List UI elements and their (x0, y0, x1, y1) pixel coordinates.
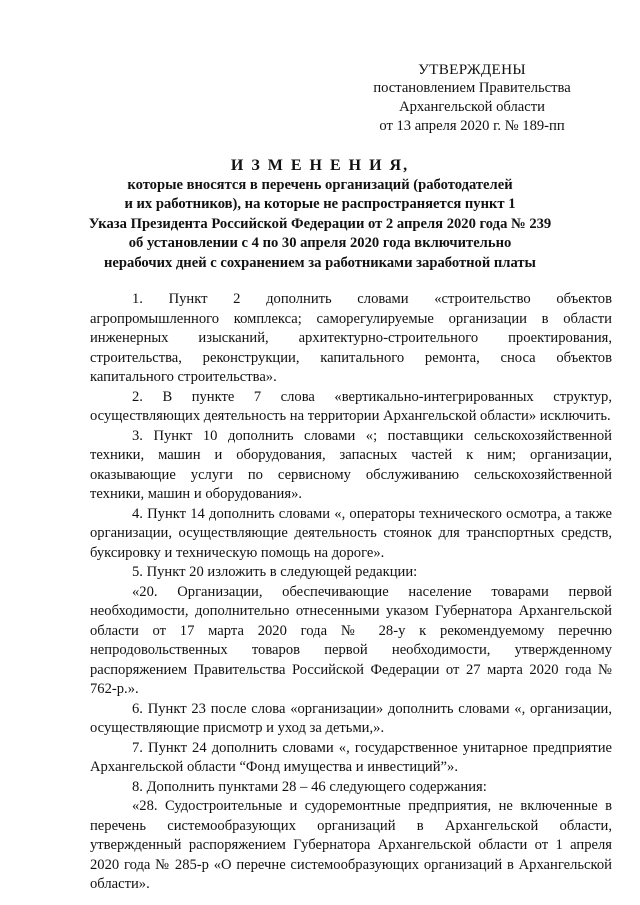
paragraph-item-7: 7. Пункт 24 дополнить словами «, государственное унитарное предприятие Архангельской области “Фонд имущества и инвестиций”». (90, 739, 612, 775)
title-main: И З М Е Н Е Н И Я, (230, 157, 410, 174)
paragraph-item-3: 3. Пункт 10 дополнить словами «; поставщики сельскохозяйственной техники, машин и оборудования, запасных частей к ним; организации, оказывающие услуги по сервисному обслуживанию сельскохозяйственной техники, машин и оборудования». (90, 427, 612, 502)
approval-heading: УТВЕРЖДЕНЫ (418, 61, 526, 78)
paragraph-item-28-text: «28. Судостроительные и судоремонтные предприятия, не включенные в перечень системообразующих организаций в Архангельской области, утвержденный распоряжением Губернатора Архангельской области от 1 апреля 2020 года № 285-р «О перечне системообразующих организаций в Архангельской области». (90, 798, 612, 892)
title-line-1: которые вносятся в перечень организаций (работодателей (127, 176, 513, 193)
approval-line-1: постановлением Правительства (373, 80, 571, 96)
paragraph-item-2: 2. В пункте 7 слова «вертикально-интегрированных структур, осуществляющих деятельность на территории Архангельской области» исключить. (90, 388, 612, 424)
paragraph-item-4: 4. Пункт 14 дополнить словами «, операторы технического осмотра, а также организации, осуществляющие деятельность стоянок для транспортных средств, буксировку и техническую помощь на дороге». (90, 505, 612, 561)
paragraph-item-1: 1. Пункт 2 дополнить словами «строительство объектов агропромышленного комплекса; саморегулируемые организации в области инженерных изысканий, архитектурно-строительного проектирования, строительства, реконструкции, капитального ремонта, сноса объектов капитального строительства». (90, 291, 612, 385)
title-line-3: Указа Президента Российской Федерации от 2 апреля 2020 года № 239 (88, 215, 552, 232)
approval-block (330, 60, 614, 136)
paragraph-item-8: 8. Дополнить пунктами 28 – 46 следующего содержания: (132, 778, 487, 795)
document-title (70, 156, 570, 273)
document-body (90, 290, 612, 895)
paragraph-item-20-text: «20. Организации, обеспечивающие население товарами первой необходимости, дополнительно отнесенными указом Губернатора Архангельской области от 17 марта 2020 года № 28-у к рекомендуемому перечню непродовольственных товаров первой необходимости, утвержденному распоряжением Правительства Российской Федерации от 27 марта 2020 года № 762-р.». (90, 583, 612, 697)
title-line-2: и их работников), на которые не распространяется пункт 1 (124, 196, 516, 212)
title-line-5: нерабочих дней с сохранением за работниками заработной платы (104, 254, 536, 271)
approval-line-2: Архангельской области (399, 99, 545, 115)
title-line-4: об установлении с 4 по 30 апреля 2020 года включительно (128, 235, 512, 251)
paragraph-item-6: 6. Пункт 23 после слова «организации» дополнить словами «, организации, осуществляющие присмотр и уход за детьми,». (90, 700, 612, 736)
approval-line-3: от 13 апреля 2020 г. № 189-пп (379, 118, 565, 134)
paragraph-item-5: 5. Пункт 20 изложить в следующей редакции: (132, 564, 418, 580)
